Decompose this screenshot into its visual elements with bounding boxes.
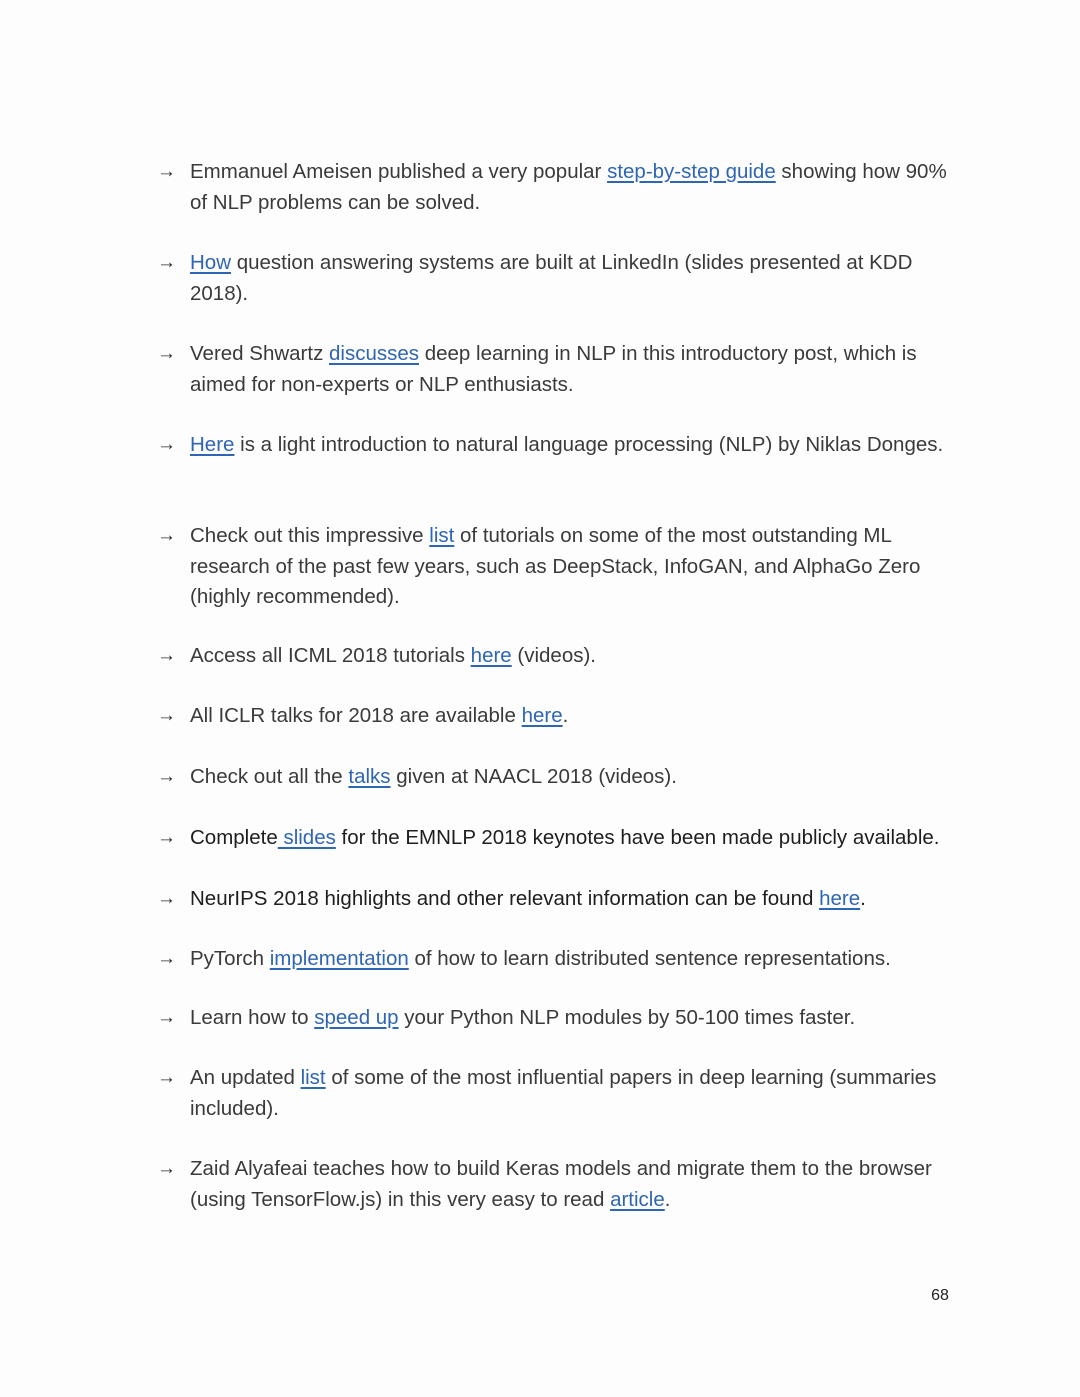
list-item-text xyxy=(190,1003,957,1034)
arrow-bullet-icon: → xyxy=(157,1158,176,1179)
item-text-before: Zaid Alyafeai teaches how to build Keras models and migrate them to the browser (using TensorFlow.js) in this very easy to read xyxy=(190,1157,932,1211)
item-text-before: Complete xyxy=(190,826,278,849)
item-text-after: of tutorials on some of the most outstanding ML research of the past few years, such as DeepStack, InfoGAN, and AlphaGo Zero (highly recommended). xyxy=(190,524,921,608)
arrow-bullet-icon: → xyxy=(157,1067,176,1088)
list-item xyxy=(157,157,957,218)
item-text-after: for the EMNLP 2018 keynotes have been made publicly available. xyxy=(335,826,940,849)
item-text-before: An updated xyxy=(190,1066,301,1089)
item-text-after: of how to learn distributed sentence representations. xyxy=(408,947,891,970)
arrow-bullet-icon: → xyxy=(157,525,176,546)
item-text-before: Check out this impressive xyxy=(190,524,430,547)
list-item-text xyxy=(190,701,957,732)
list-item-text xyxy=(190,248,957,309)
arrow-bullet-icon: → xyxy=(157,948,176,969)
item-text-after: showing how 90% of NLP problems can be solved. xyxy=(190,160,947,214)
item-text-after: your Python NLP modules by 50-100 times faster. xyxy=(398,1006,856,1029)
list-item xyxy=(157,884,957,915)
list-item-text xyxy=(190,762,957,793)
list-item-text xyxy=(190,339,957,400)
list-item-text xyxy=(190,430,957,461)
list-item-text xyxy=(190,944,957,975)
discusses-link[interactable]: discusses xyxy=(329,342,420,365)
list-item xyxy=(157,701,957,732)
list-item-text xyxy=(190,884,957,915)
arrow-bullet-icon: → xyxy=(157,645,176,666)
item-text-before: All ICLR talks for 2018 are available xyxy=(190,704,522,727)
tutorials-list-link[interactable]: list xyxy=(429,524,455,547)
list-item xyxy=(157,430,957,461)
item-text-after: is a light introduction to natural language processing (NLP) by Niklas Donges. xyxy=(234,433,944,456)
arrow-bullet-icon: → xyxy=(157,434,176,455)
list-item-text xyxy=(190,1154,957,1215)
arrow-bullet-icon: → xyxy=(157,343,176,364)
item-text-after: question answering systems are built at LinkedIn (slides presented at KDD 2018). xyxy=(190,251,913,305)
item-text-before: Learn how to xyxy=(190,1006,315,1029)
list-item xyxy=(157,823,957,854)
item-text-after: of some of the most influential papers in deep learning (summaries included). xyxy=(190,1066,937,1120)
arrow-bullet-icon: → xyxy=(157,888,176,909)
item-text-after: . xyxy=(562,704,569,727)
list-item-text xyxy=(190,823,957,854)
arrow-bullet-icon: → xyxy=(157,161,176,182)
icml-here-link[interactable]: here xyxy=(470,644,512,667)
how-link[interactable]: How xyxy=(190,251,232,274)
item-text-before: Check out all the xyxy=(190,765,349,788)
implementation-link[interactable]: implementation xyxy=(269,947,409,970)
item-text-before: Emmanuel Ameisen published a very popular xyxy=(190,160,608,183)
arrow-bullet-icon: → xyxy=(157,252,176,273)
list-item xyxy=(157,248,957,309)
list-item-text xyxy=(190,641,957,672)
item-text-after: given at NAACL 2018 (videos). xyxy=(390,765,677,788)
list-item xyxy=(157,1003,957,1034)
item-text-after: . xyxy=(664,1187,671,1211)
list-item xyxy=(157,641,957,672)
item-text-before: PyTorch xyxy=(190,947,270,970)
list-item-text xyxy=(190,1063,957,1124)
speed-up-link[interactable]: speed up xyxy=(314,1006,399,1029)
page-number: 68 xyxy=(931,1287,949,1304)
talks-link[interactable]: talks xyxy=(348,765,391,788)
papers-list-link[interactable]: list xyxy=(300,1066,326,1089)
here-link[interactable]: Here xyxy=(190,433,235,456)
list-item-text xyxy=(190,521,957,613)
neurips-here-link[interactable]: here xyxy=(819,887,861,910)
arrow-bullet-icon: → xyxy=(157,766,176,787)
item-text-before: NeurIPS 2018 highlights and other relevant information can be found xyxy=(190,887,820,910)
item-text-after: deep learning in NLP in this introductory post, which is aimed for non-experts or NLP enthusiasts. xyxy=(190,342,917,396)
item-text-before: Access all ICML 2018 tutorials xyxy=(190,644,471,667)
iclr-here-link[interactable]: here xyxy=(521,704,563,727)
arrow-bullet-icon: → xyxy=(157,827,176,848)
slides-link[interactable]: slides xyxy=(277,826,336,849)
step-by-step-guide-link[interactable]: step-by-step guide xyxy=(607,160,776,183)
list-item xyxy=(157,521,957,613)
list-item xyxy=(157,762,957,793)
article-link[interactable]: article xyxy=(610,1187,665,1211)
arrow-bullet-icon: → xyxy=(157,705,176,726)
list-item xyxy=(157,1154,957,1215)
list-item xyxy=(157,944,957,975)
item-text-before: Vered Shwartz xyxy=(190,342,330,365)
arrow-bullet-icon: → xyxy=(157,1007,176,1028)
item-text-after: (videos). xyxy=(511,644,597,667)
item-text-after: . xyxy=(860,887,866,910)
list-item-text xyxy=(190,157,957,218)
list-item xyxy=(157,1063,957,1124)
list-item xyxy=(157,339,957,400)
